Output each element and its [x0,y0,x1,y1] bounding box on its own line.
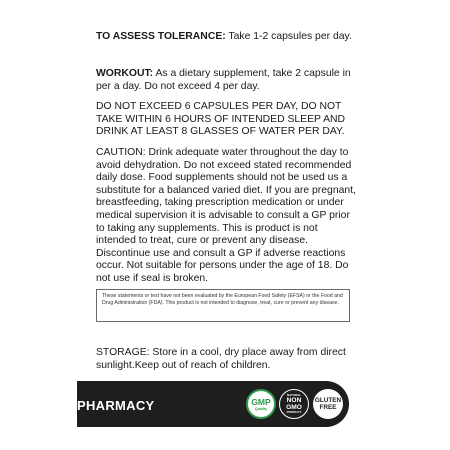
tolerance-instructions [96,31,356,44]
workout-instructions [96,68,356,93]
non-gmo-top: NATURAL [286,392,302,397]
gluten-free-badge [313,389,343,419]
brand-name: PHARMACY [77,398,155,413]
tolerance-text: Take 1-2 capsules per day. [225,31,352,42]
caution-text: CAUTION: Drink adequate water throughout the day to avoid dehydration. Do not exceed stated recommended daily dose. Food supplements should not be used us a substitute for a balanced varied diet. If you are pregnant, breastfeeding, taking prescription medication or under medical supervision it is advisable to consult a GP prior to taking any supplements. This is product is not intended to treat, cure or prevent any disease. Discontinue use and consult a GP if adverse reactions occur. Not suitable for persons under the age of 18. Do not use if seal is broken. [96,147,356,284]
gmp-badge-sub: Quality [254,406,268,411]
tolerance-heading: TO ASSESS TOLERANCE: [96,31,226,42]
dosage-warning: DO NOT EXCEED 6 CAPSULES PER DAY, DO NOT TAKE WITHIN 6 HOURS OF INTENDED SLEEP AND DRINK AT LEAST 8 GLASSES OF WATER PER DAY. [96,101,346,138]
non-gmo-badge [279,389,309,419]
workout-text: As a dietary supplement, take 2 capsule in per a day. Do not exceed 4 per day. [96,68,351,92]
gmp-badge-label: GMP [251,396,271,407]
workout-heading: WORKOUT: [96,68,154,79]
non-gmo-label: NON GMO [286,397,302,411]
storage-instructions: STORAGE: Store in a cool, dry place away from direct sunlight.Keep out of reach of children. [96,347,346,371]
non-gmo-bottom: PRODUCT [286,410,302,414]
gmp-quality-badge [246,389,276,419]
gluten-free-label: GLUTEN FREE [314,397,342,411]
regulatory-disclaimer: These statements or text have not been evaluated by the European Food Safety (EFSA) or the Food and Drug Administration (FDA). This product is not intended to diagnose, treat, cure or prevent any disease. [96,289,350,322]
